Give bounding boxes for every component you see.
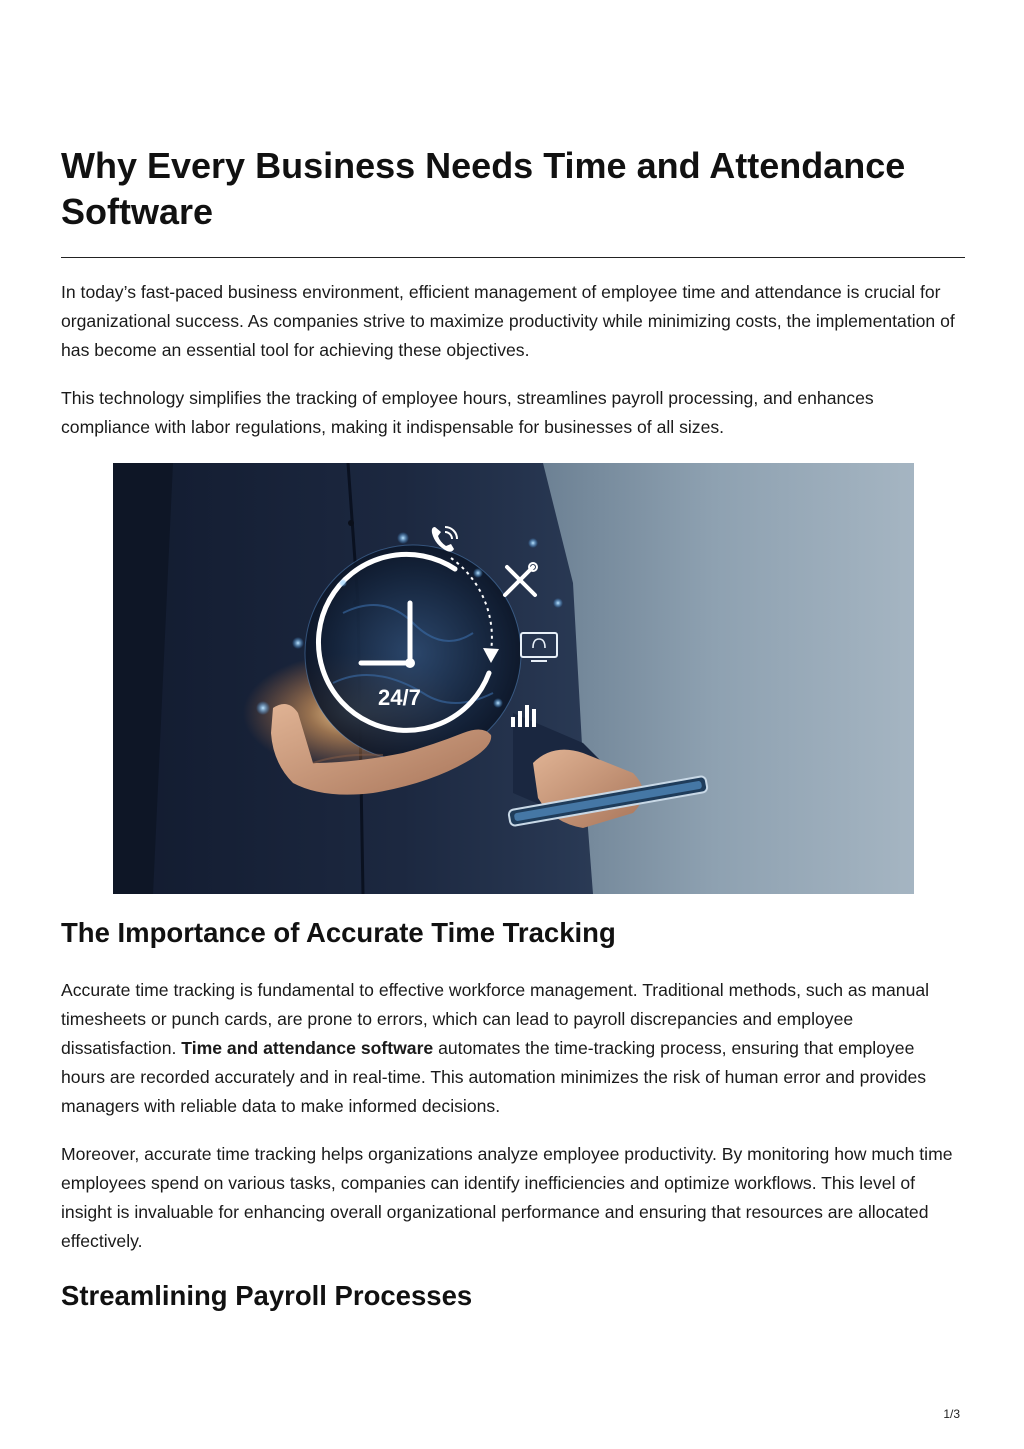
paragraph-text: Accurate time tracking is fundamental to effective workforce management. Traditional methods, such as manual timesheets or punch cards, are prone to errors, which can lead to payroll discrepancies and employee dissatisfaction. — [61, 980, 930, 1058]
intro-paragraph-1: In today’s fast-paced business environment, efficient management of employee time and attendance is crucial for organizational success. As companies strive to maximize productivity while minimizing costs, the implementation of has become an essential tool for achieving these objectives. — [61, 282, 955, 360]
section-heading-accurate-time-tracking: The Importance of Accurate Time Tracking — [61, 917, 616, 948]
section-1-paragraph-1 — [61, 976, 961, 1121]
hero-clock-label: 24/7 — [378, 685, 421, 710]
page-number: 1/3 — [943, 1407, 960, 1421]
paragraph-text: automates the time-tracking process, ensuring that employee hours are recorded accurately and in real-time. This automation minimizes the risk of human error and provides managers with reliable data to make informed decisions. — [61, 1038, 927, 1116]
emphasis-keyword: Time and attendance software — [181, 1038, 434, 1058]
page-title: Why Every Business Needs Time and Attendance Software — [61, 145, 906, 232]
title-divider — [61, 257, 965, 258]
hero-image — [113, 463, 914, 894]
intro-paragraph-2: This technology simplifies the tracking of employee hours, streamlines payroll processing, and enhances compliance with labor regulations, making it indispensable for businesses of all sizes. — [61, 388, 874, 437]
section-heading-streamlining-payroll: Streamlining Payroll Processes — [61, 1280, 473, 1311]
section-1-paragraph-2: Moreover, accurate time tracking helps organizations analyze employee productivity. By monitoring how much time employees spend on various tasks, companies can identify inefficiencies and optimize workflows. This level of insight is invaluable for enhancing overall organizational performance and ensuring that resources are allocated effectively. — [61, 1144, 953, 1251]
